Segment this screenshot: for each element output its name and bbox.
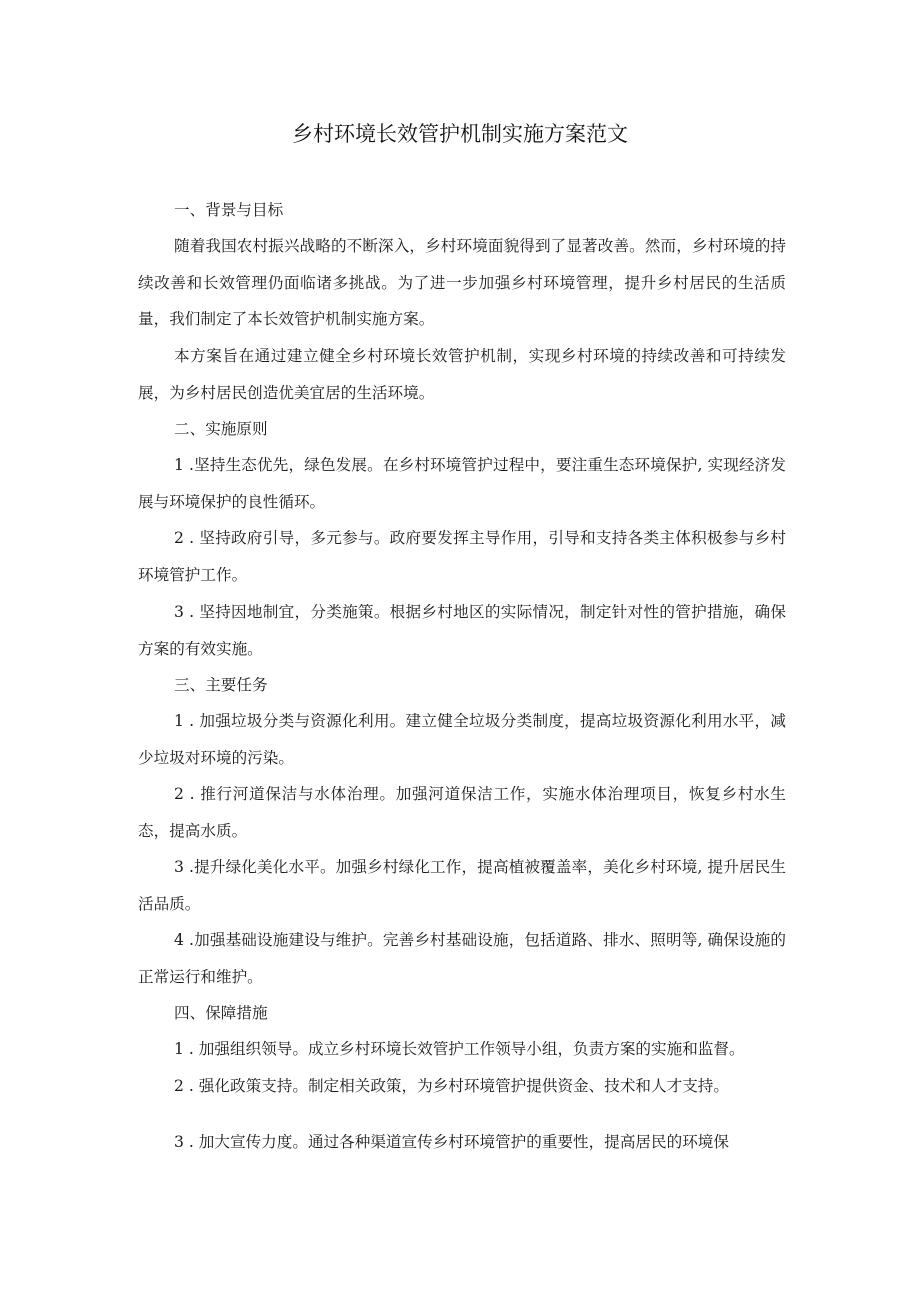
paragraph-background-1: 随着我国农村振兴战略的不断深入，乡村环境面貌得到了显著改善。然而，乡村环境的持续改善和长效管理仍面临诸多挑战。为了进一步加强乡村环境管理，提升乡村居民的生活质量，我们制定了本长效管护机制实施方案。 — [138, 237, 786, 328]
section-heading-safeguards: 四、保障措施 — [174, 1004, 268, 1022]
section-heading-principles: 二、实施原则 — [174, 420, 268, 438]
task-item-1: 1 . 加强垃圾分类与资源化利用。建立健全垃圾分类制度，提高垃圾资源化利用水平，减少垃圾对环境的污染。 — [138, 712, 786, 767]
safeguard-item-1: 1 . 加强组织领导。成立乡村环境长效管护工作领导小组，负责方案的实施和监督。 — [174, 1040, 745, 1058]
paragraph-background-2: 本方案旨在通过建立健全乡村环境长效管护机制，实现乡村环境的持续改善和可持续发展，为乡村居民创造优美宜居的生活环境。 — [138, 347, 786, 402]
section-heading-tasks: 三、主要任务 — [174, 676, 268, 694]
safeguard-item-3: 3 . 加大宣传力度。通过各种渠道宣传乡村环境管护的重要性，提高居民的环境保 — [174, 1133, 729, 1151]
task-item-3: 3 .提升绿化美化水平。加强乡村绿化工作，提高植被覆盖率，美化乡村环境, 提升居民生活品质。 — [138, 858, 786, 913]
principle-item-1: 1 .坚持生态优先，绿色发展。在乡村环境管护过程中，要注重生态环境保护, 实现经济发展与环境保护的良性循环。 — [138, 456, 786, 511]
safeguard-item-2: 2 . 强化政策支持。制定相关政策，为乡村环境管护提供资金、技术和人才支持。 — [174, 1077, 729, 1095]
principle-item-3: 3 . 坚持因地制宜，分类施策。根据乡村地区的实际情况，制定针对性的管护措施，确保方案的有效实施。 — [138, 603, 786, 658]
task-item-2: 2 . 推行河道保洁与水体治理。加强河道保洁工作，实施水体治理项目，恢复乡村水生态，提高水质。 — [138, 785, 786, 840]
document-title: 乡村环境长效管护机制实施方案范文 — [292, 122, 628, 146]
section-heading-background: 一、背景与目标 — [174, 201, 284, 219]
principle-item-2: 2 . 坚持政府引导，多元参与。政府要发挥主导作用，引导和支持各类主体积极参与乡村环境管护工作。 — [138, 529, 786, 584]
task-item-4: 4 .加强基础设施建设与维护。完善乡村基础设施，包括道路、排水、照明等, 确保设施的正常运行和维护。 — [138, 931, 786, 986]
